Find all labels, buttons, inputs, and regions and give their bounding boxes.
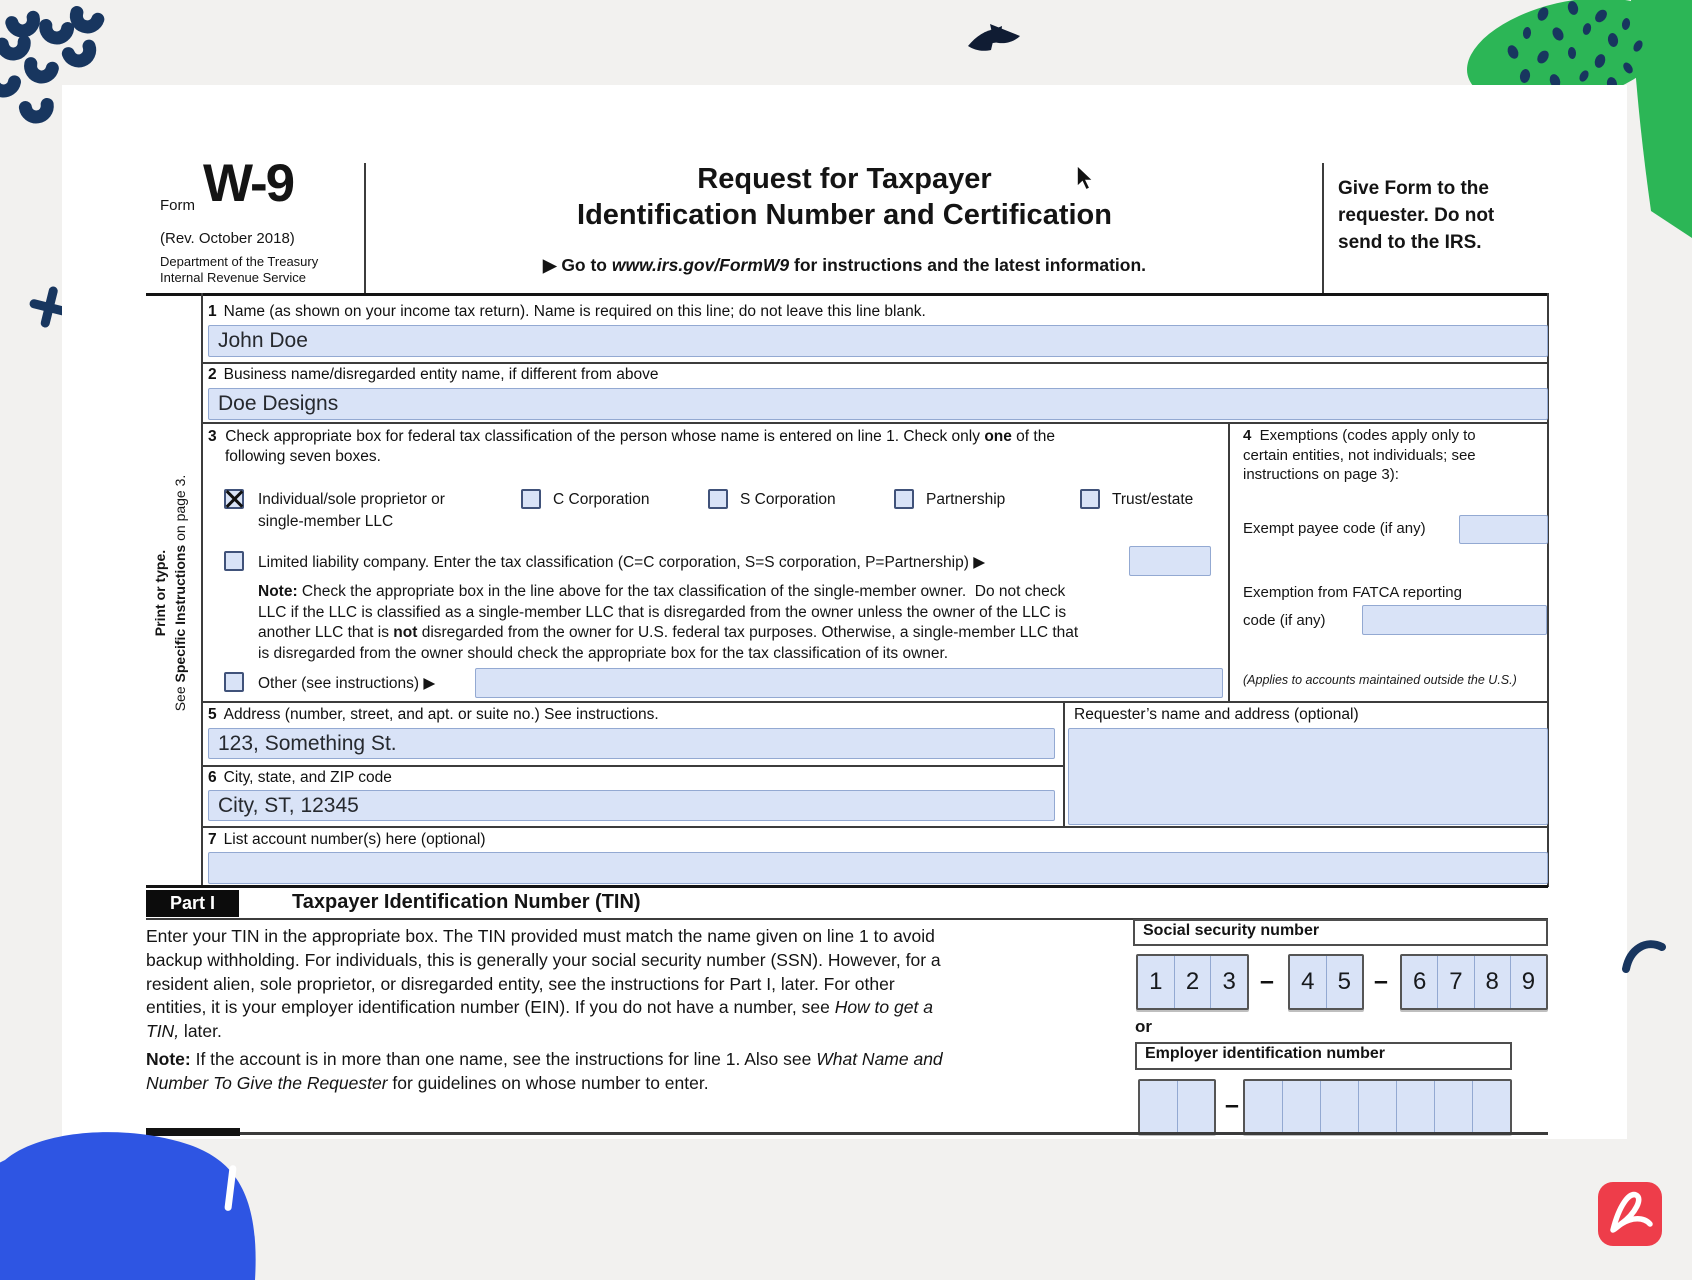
ssn-group-2[interactable]: 4 5 <box>1288 954 1364 1010</box>
ssn-section-label: Social security number <box>1133 919 1548 946</box>
give-form-note: Give Form to the requester. Do not send to the IRS. <box>1338 178 1495 253</box>
line1-label: 1 Name (as shown on your income tax return). Name is required on this line; do not leave this line blank. <box>208 303 926 320</box>
name-input[interactable]: John Doe <box>208 325 1548 357</box>
other-classification-input[interactable] <box>475 668 1223 698</box>
adobe-acrobat-logo[interactable] <box>1594 1178 1666 1250</box>
ein-group-2[interactable] <box>1243 1079 1512 1134</box>
line2-label: 2 Business name/disregarded entity name, if different from above <box>208 366 659 383</box>
address-input[interactable]: 123, Something St. <box>208 728 1055 759</box>
requester-name-address-input[interactable] <box>1068 728 1548 825</box>
checkbox-label-llc: Limited liability company. Enter the tax classification (C=C corporation, S=S corporation, P=Partnership) ▶ <box>258 554 986 571</box>
blue-blob-icon <box>0 1115 265 1280</box>
checkbox-label-other: Other (see instructions) ▶ <box>258 675 436 692</box>
line6-label: 6 City, state, and ZIP code <box>208 769 392 786</box>
ink-swoosh-icon <box>1620 934 1668 980</box>
checkbox-label-partnership: Partnership <box>926 491 1006 508</box>
part1-note-paragraph: Note: If the account is in more than one name, see the instructions for line 1. Also see What Name and Number To Give the Requester for guidelines on whose number to enter. <box>146 1049 943 1093</box>
agency-line1: Department of the Treasury <box>160 254 319 269</box>
business-name-input[interactable]: Doe Designs <box>208 388 1548 420</box>
checkbox-c-corporation[interactable] <box>521 489 541 509</box>
line3-note: Note: Check the appropriate box in the line above for the tax classification of the single-member owner. Do not check LLC if the LLC is classified as a single-member LLC that is disregarded from the owner unless the owner of the LLC is another LLC that is not disregarded from the owner for U.S. federal tax purposes. Otherwise, a single-member LLC that is disregarded from the owner should check the appropriate box for the tax classification of its owner. <box>258 583 1079 662</box>
ssn-dash-1: – <box>1260 967 1274 995</box>
line4-label: 4 Exemptions (codes apply only to certain entities, not individuals; see instructions on page 3): <box>1243 427 1476 483</box>
exempt-payee-label: Exempt payee code (if any) <box>1243 520 1426 537</box>
row-separator <box>201 701 1549 703</box>
requester-label: Requester’s name and address (optional) <box>1074 706 1359 723</box>
checkbox-trust-estate[interactable] <box>1080 489 1100 509</box>
row-separator <box>201 362 1549 364</box>
checkbox-label-individual-line2: single-member LLC <box>258 513 394 530</box>
ein-section-label: Employer identification number <box>1135 1042 1512 1070</box>
row-separator <box>201 422 1549 424</box>
checkbox-label-trust-estate: Trust/estate <box>1112 491 1194 508</box>
fatca-label-line1: Exemption from FATCA reporting <box>1243 584 1462 601</box>
city-state-zip-input[interactable]: City, ST, 12345 <box>208 790 1055 821</box>
paint-splat-icon <box>966 12 1022 60</box>
column4-divider <box>1228 422 1230 703</box>
part1-paragraph: Enter your TIN in the appropriate box. The TIN provided must match the name given on line 1 to avoid backup withholding. For individuals, this is generally your social security number (SSN). However, for a resident alien, sole proprietor, or disregarded entity, see the instructions for Part I, later. For other entities, it is your employer identification number (EIN). If you do not have a number, see How to get a TIN, later. <box>146 926 941 1042</box>
exempt-payee-code-input[interactable] <box>1459 515 1548 544</box>
header-divider-right <box>1322 163 1324 293</box>
part1-top-rule <box>146 885 1548 888</box>
checkbox-partnership[interactable] <box>894 489 914 509</box>
checkbox-label-s-corporation: S Corporation <box>740 491 836 508</box>
line3-label: 3 Check appropriate box for federal tax classification of the person whose name is entered on line 1. Check only one of the following seven boxes. <box>208 428 1055 465</box>
form-word: Form <box>160 197 195 214</box>
requester-divider <box>1063 701 1065 828</box>
body-border-left <box>201 293 203 887</box>
checkbox-label-c-corporation: C Corporation <box>553 491 650 508</box>
goto-instructions: ▶ Go to www.irs.gov/FormW9 for instructions and the latest information. <box>543 255 1146 275</box>
form-title-line2: Identification Number and Certification <box>577 199 1112 231</box>
checkbox-llc[interactable] <box>224 551 244 571</box>
agency-line2: Internal Revenue Service <box>160 270 306 285</box>
header-rule <box>146 293 1548 296</box>
ein-dash: – <box>1225 1091 1239 1119</box>
checkbox-other[interactable] <box>224 672 244 692</box>
line7-label: 7 List account number(s) here (optional) <box>208 831 486 848</box>
fatca-code-input[interactable] <box>1362 605 1547 635</box>
form-title-line1: Request for Taxpayer <box>697 163 992 195</box>
checkbox-individual-sole-proprietor[interactable] <box>224 489 244 509</box>
form-revision: (Rev. October 2018) <box>160 230 295 247</box>
page-crop-line <box>146 1132 1548 1135</box>
part1-badge: Part I <box>146 890 239 917</box>
account-numbers-input[interactable] <box>208 852 1548 884</box>
print-or-type-margin: Print or type. See Specific Instructions on page 3. <box>152 474 188 712</box>
llc-classification-input[interactable] <box>1129 546 1211 576</box>
ssn-dash-2: – <box>1374 967 1388 995</box>
row-separator <box>201 826 1549 828</box>
form-number: W-9 <box>203 154 294 213</box>
applies-note: (Applies to accounts maintained outside the U.S.) <box>1243 673 1517 687</box>
row-separator <box>201 765 1065 767</box>
w9-form-page <box>62 85 1627 1139</box>
ein-group-1[interactable] <box>1138 1079 1216 1134</box>
or-label: or <box>1135 1017 1152 1036</box>
checkbox-label-individual: Individual/sole proprietor or <box>258 491 445 508</box>
checkbox-s-corporation[interactable] <box>708 489 728 509</box>
fatca-label-line2: code (if any) <box>1243 612 1326 629</box>
ssn-group-1[interactable]: 1 2 3 <box>1136 954 1249 1010</box>
part1-title: Taxpayer Identification Number (TIN) <box>292 891 641 913</box>
header-divider-left <box>364 163 366 293</box>
mouse-cursor <box>1075 164 1099 194</box>
ssn-group-3[interactable]: 6 7 8 9 <box>1400 954 1548 1010</box>
line5-label: 5 Address (number, street, and apt. or suite no.) See instructions. <box>208 706 659 723</box>
